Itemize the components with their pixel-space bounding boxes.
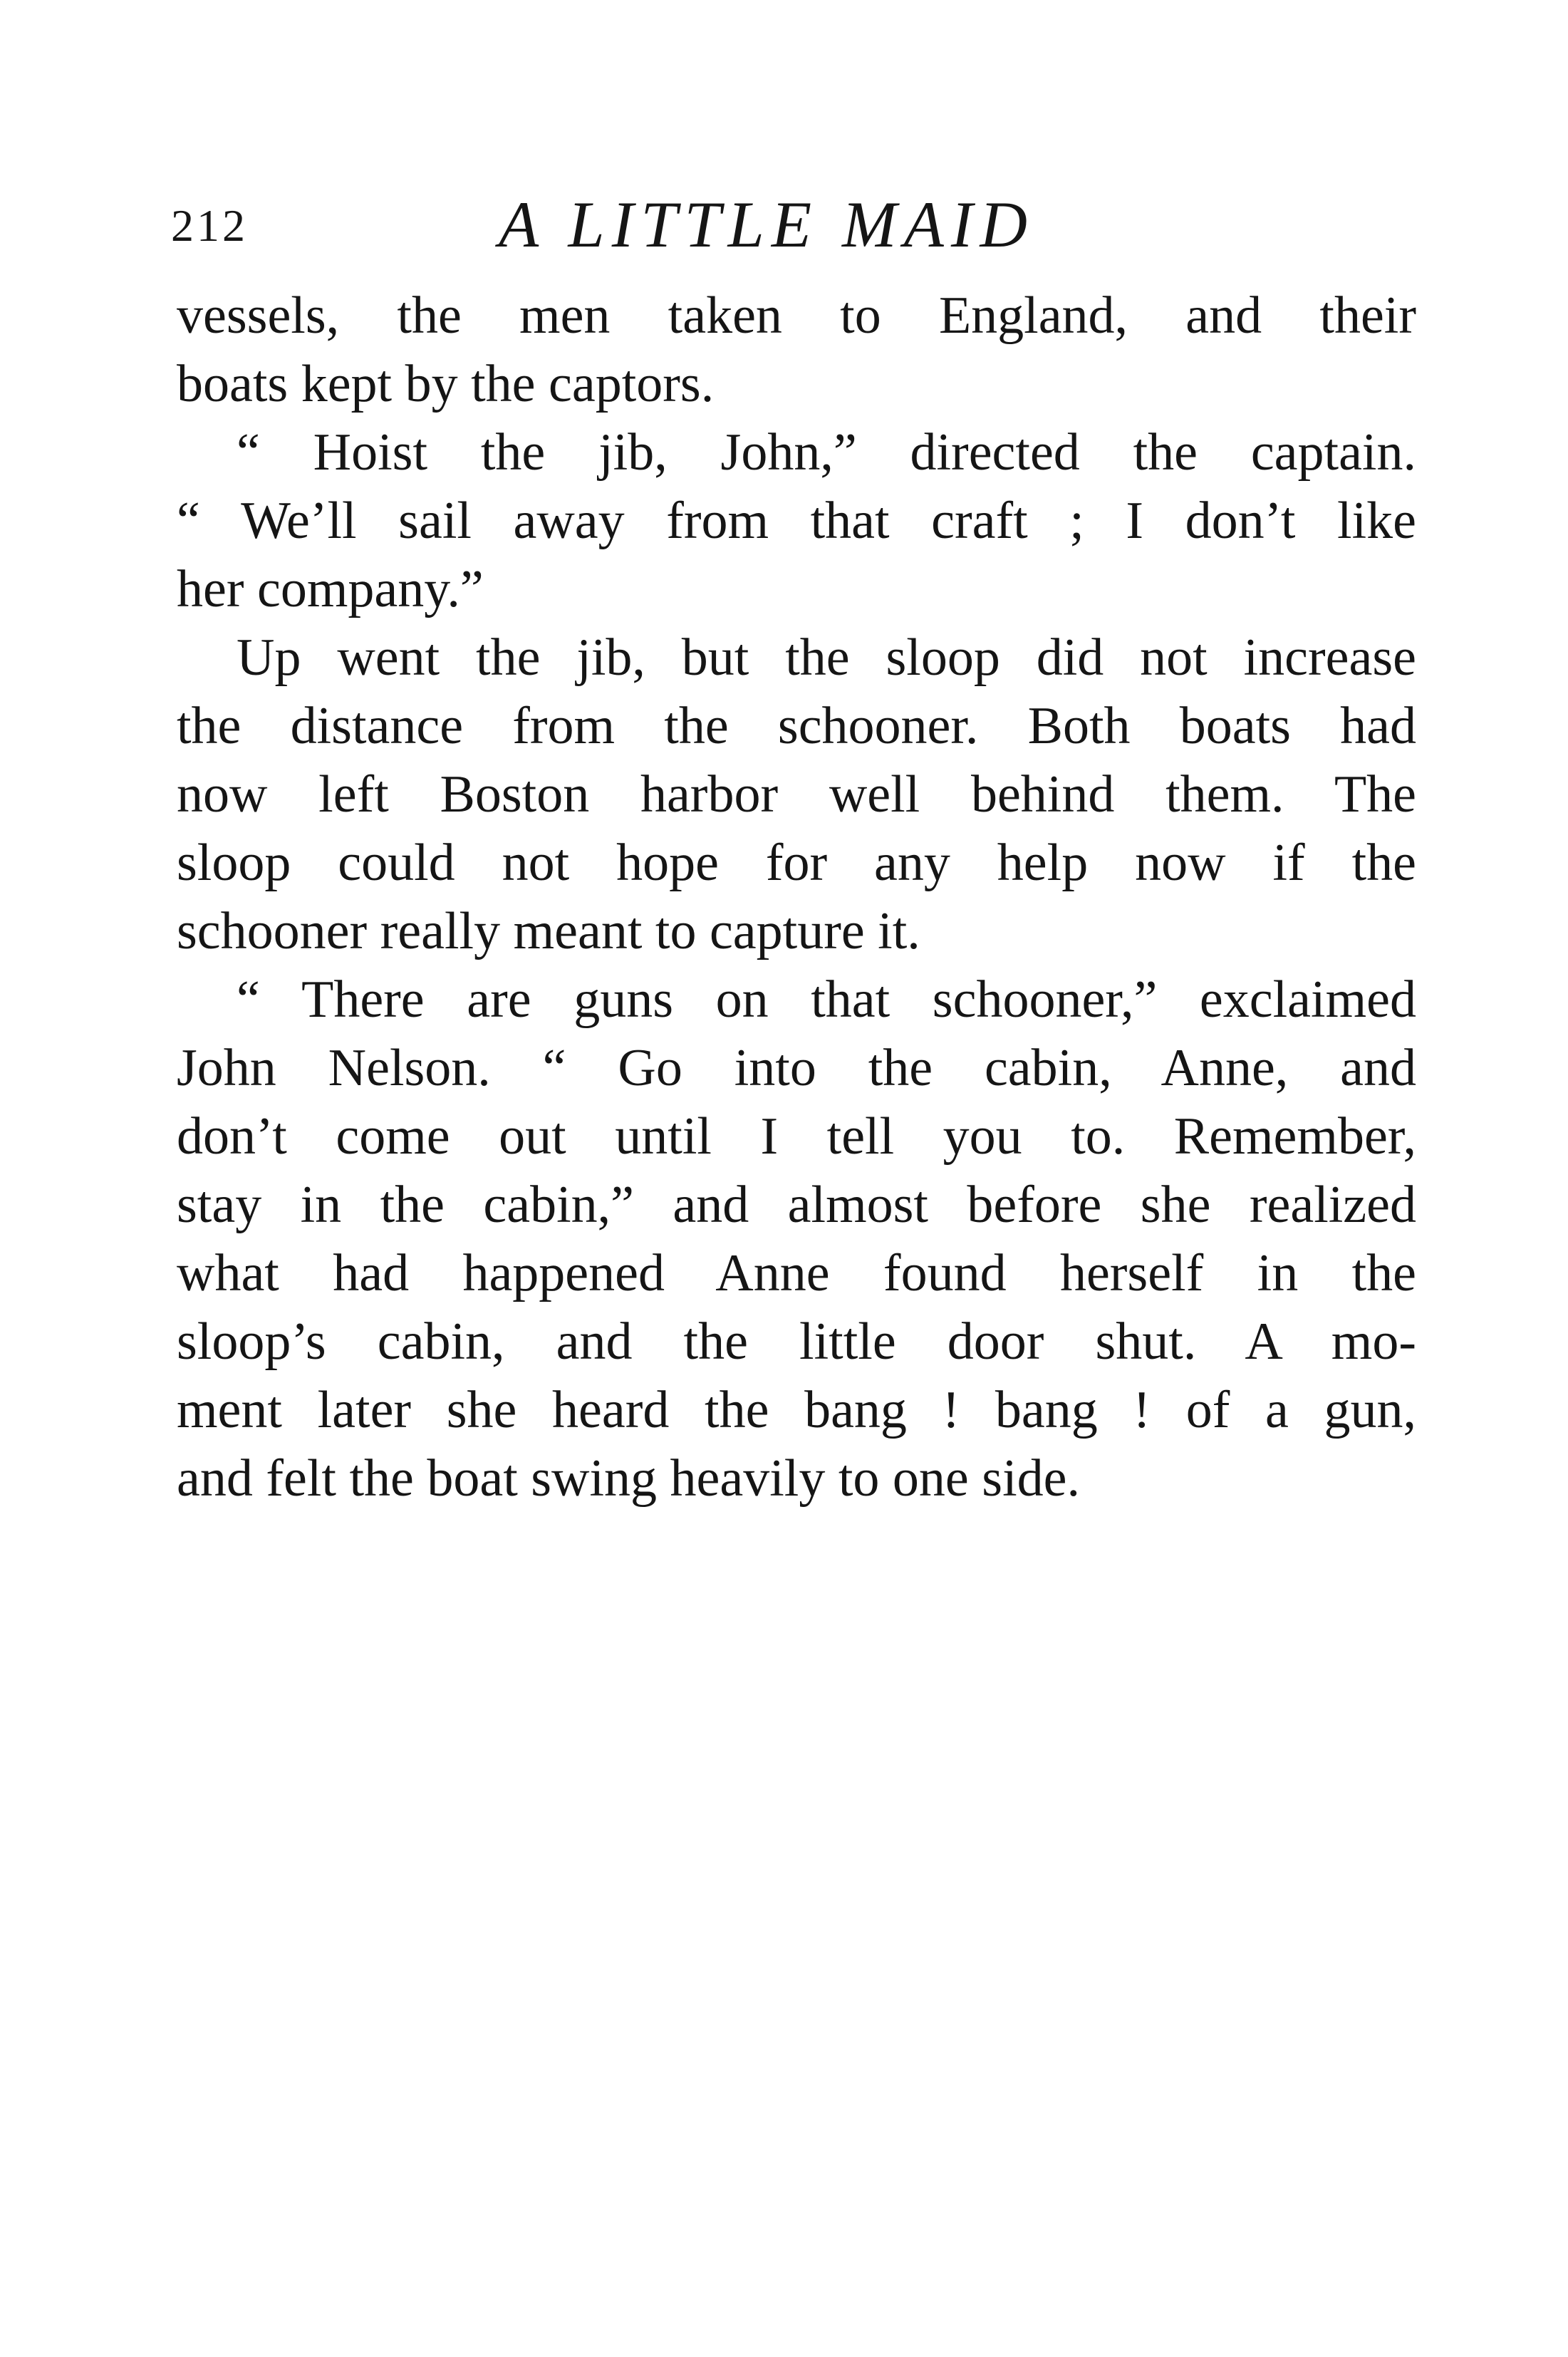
text-line: boats kept by the captors.: [177, 355, 715, 413]
text-line: the distance from the schooner. Both boats had: [177, 697, 1416, 755]
text-line: sloop could not hope for any help now if the: [177, 834, 1416, 892]
text-line: stay in the cabin,” and almost before she realized: [177, 1176, 1416, 1234]
running-head: [171, 187, 1418, 265]
text-line: John Nelson. “ Go into the cabin, Anne, and: [177, 1039, 1416, 1097]
text-line: “ There are guns on that schooner,” exclaimed: [237, 970, 1416, 1029]
text-line: schooner really meant to capture it.: [177, 902, 920, 960]
text-line: Up went the jib, but the sloop did not increase: [237, 628, 1416, 687]
text-line: “ We’ll sail away from that craft ; I don’t like: [177, 492, 1416, 550]
text-line: and felt the boat swing heavily to one side.: [177, 1449, 1080, 1508]
text-line: ment later she heard the bang ! bang ! of a gun,: [177, 1381, 1416, 1439]
text-line: vessels, the men taken to England, and their: [177, 286, 1416, 345]
body-text: [177, 281, 1416, 1513]
text-line: now left Boston harbor well behind them. The: [177, 765, 1416, 824]
text-line: “ Hoist the jib, John,” directed the captain.: [237, 423, 1416, 482]
page-number: 212: [171, 200, 248, 251]
text-line: what had happened Anne found herself in the: [177, 1244, 1416, 1302]
running-title: A LITTLE MAID: [499, 188, 1034, 261]
text-line: sloop’s cabin, and the little door shut. A mo-: [177, 1312, 1416, 1371]
text-line: her company.”: [177, 560, 484, 618]
text-line: don’t come out until I tell you to. Remember,: [177, 1107, 1416, 1166]
